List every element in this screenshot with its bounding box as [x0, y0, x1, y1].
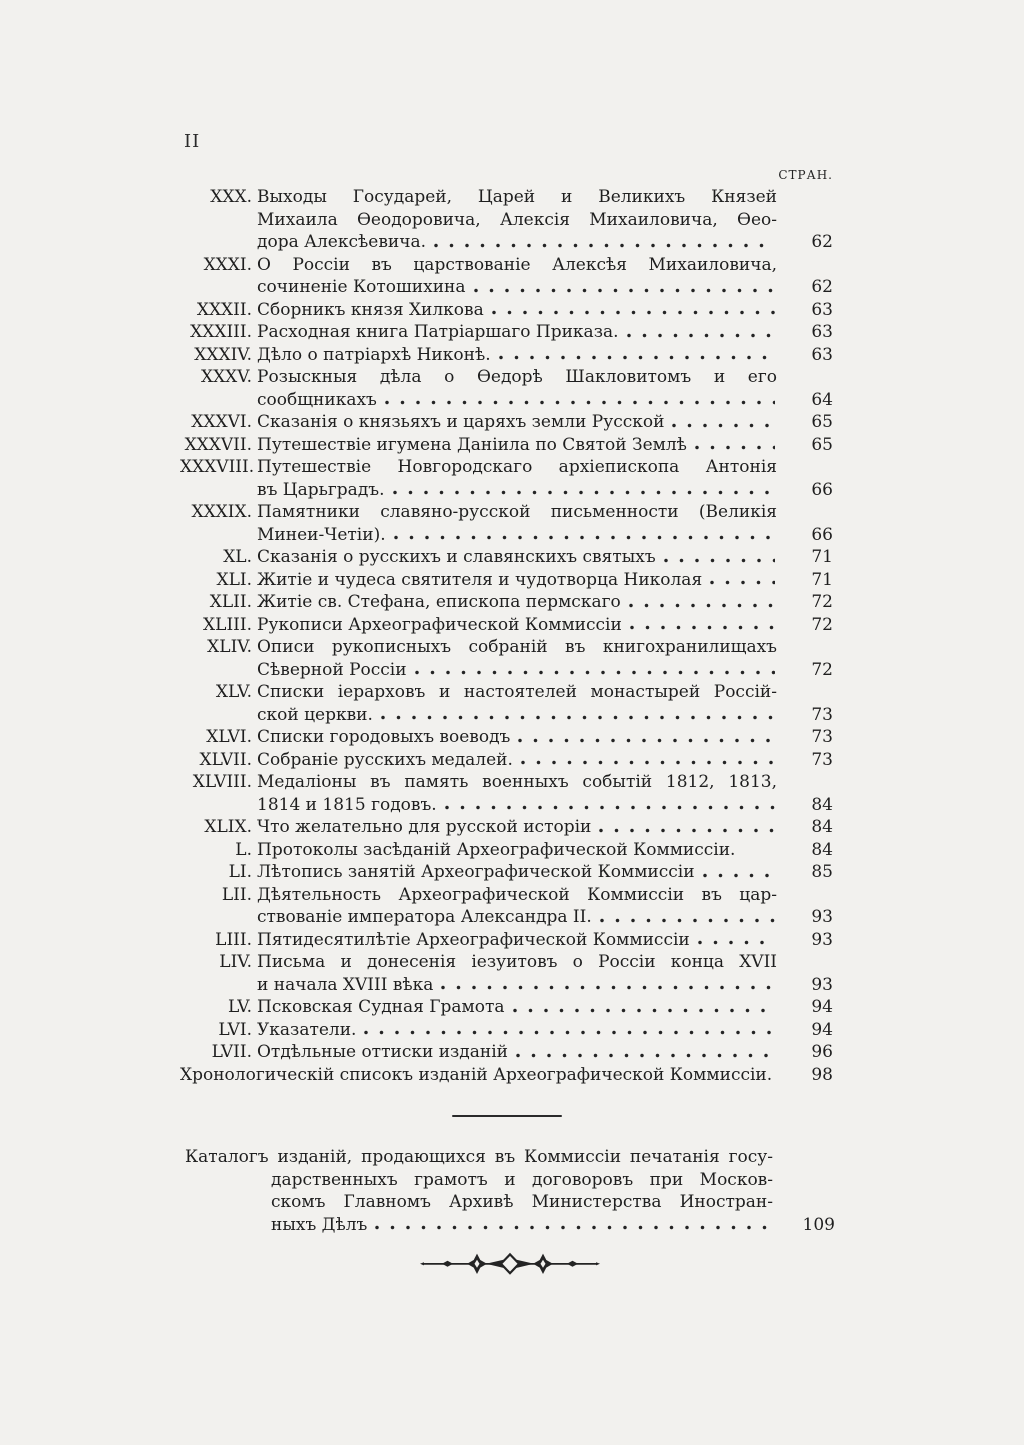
toc-entry — [180, 951, 833, 996]
dot-leader — [702, 871, 775, 880]
entry-line — [257, 389, 777, 412]
entry-numeral: LIII. — [215, 929, 252, 950]
entry-line — [257, 524, 777, 547]
entry-line — [257, 411, 777, 434]
dot-leader — [599, 916, 775, 925]
entry-text — [252, 636, 777, 681]
entry-page-number: 62 — [811, 232, 833, 252]
entry-text — [252, 839, 777, 862]
entry-line — [257, 1041, 777, 1064]
entry-line-text: Пятидесятилѣтіе Археографической Коммиссіи — [257, 929, 690, 950]
entry-line-text: Житіе св. Стефана, епископа пермскаго — [257, 592, 621, 612]
entry-page-number: 98 — [811, 1064, 833, 1085]
entry-line-text: Расходная книга Патріаршаго Приказа. — [257, 322, 619, 342]
entry-text — [252, 726, 777, 749]
entry-page-number: 63 — [811, 322, 833, 342]
entry-line: Выходы Государей, Царей и Великихъ Князей — [257, 187, 777, 207]
entry-text — [252, 951, 777, 996]
entry-page-number: 62 — [811, 277, 833, 297]
entry-line — [180, 1064, 777, 1087]
entry-page-number: 73 — [811, 704, 833, 725]
toc-entry — [180, 434, 833, 457]
toc-entry — [180, 344, 833, 367]
entry-line-text: дора Алексѣевича. — [257, 232, 426, 252]
entry-numeral: XXXIII. — [190, 322, 252, 342]
dot-leader — [473, 286, 776, 295]
catalog-line — [185, 1214, 773, 1237]
entry-numeral: XXXIV. — [194, 344, 252, 365]
entry-line — [257, 591, 777, 614]
tailpiece-ornament-icon — [420, 1251, 600, 1277]
toc-entry — [180, 186, 833, 254]
entry-numeral: LV. — [228, 997, 252, 1017]
entry-line-text: Сборникъ князя Хилкова — [257, 299, 484, 320]
entry-line — [257, 974, 777, 997]
toc-entry — [180, 884, 833, 929]
entry-page-number: 71 — [811, 569, 833, 590]
entry-line-text: Путешествіе игумена Даніила по Святой Землѣ — [257, 434, 687, 455]
catalog-line: скомъ Главномъ Архивѣ Министерства Иностран- — [271, 1192, 773, 1212]
entry-line — [257, 276, 777, 299]
toc-entry — [180, 411, 833, 434]
entry-line-text: Дѣло о патріархѣ Никонѣ. — [257, 344, 491, 365]
entry-line-text: и начала XVIII вѣка — [257, 974, 434, 995]
entry-text — [252, 996, 777, 1019]
entry-page-number: 84 — [811, 817, 833, 837]
entry-text — [252, 816, 777, 839]
catalog-line: дарственныхъ грамотъ и договоровъ при Москов- — [271, 1169, 773, 1190]
entry-line-text: Отдѣльные оттиски изданій — [257, 1042, 508, 1062]
entry-numeral: XXX. — [210, 187, 252, 207]
entry-page-number: 72 — [811, 614, 833, 635]
entry-line — [257, 794, 777, 817]
short-rule-divider — [452, 1115, 562, 1117]
entry-numeral: LIV. — [219, 952, 252, 972]
entry-line-text: 1814 и 1815 годовъ. — [257, 794, 437, 815]
entry-line — [257, 839, 777, 862]
entry-page-number: 63 — [811, 299, 833, 320]
entry-line-text: въ Царьградъ. — [257, 479, 385, 500]
toc-entry — [180, 636, 833, 681]
entry-text — [252, 929, 777, 952]
dot-leader — [380, 713, 775, 722]
entry-line — [257, 861, 777, 884]
entry-line-text: Минеи-Четіи). — [257, 524, 386, 545]
entry-line-text: Сказанія о русскихъ и славянскихъ святыхъ — [257, 547, 656, 567]
entry-numeral: LII. — [221, 884, 252, 905]
entry-line: Розыскныя дѣла о Ѳедорѣ Шакловитомъ и его — [257, 367, 777, 387]
entry-page-number: 71 — [811, 547, 833, 567]
dot-leader — [393, 533, 775, 542]
entry-text — [252, 546, 777, 569]
entry-numeral: XLIII. — [203, 614, 252, 635]
entry-numeral: XLI. — [216, 569, 252, 590]
entry-numeral: XLIV. — [207, 637, 252, 657]
entry-text — [252, 749, 777, 772]
entry-numeral: LI. — [228, 862, 252, 882]
toc-entry — [180, 771, 833, 816]
entry-numeral: XXXVIII. — [180, 457, 255, 477]
entry-page-number: 66 — [811, 524, 833, 545]
entry-line-text: Собраніе русскихъ медалей. — [257, 749, 513, 770]
entry-page-number: 64 — [811, 389, 833, 410]
entry-text — [252, 501, 777, 546]
entry-numeral: XLVII. — [199, 749, 252, 770]
entry-line: Списки іерарховъ и настоятелей монастырей Россій- — [257, 682, 777, 702]
entry-line: Путешествіе Новгородскаго архіепископа Антонія — [257, 457, 777, 477]
entry-line-text: ствованіе императора Александра II. — [257, 907, 592, 927]
entry-text — [252, 591, 777, 614]
entry-numeral: XLII. — [209, 592, 252, 612]
entry-line: Описи рукописныхъ собраній въ книгохранилищахъ — [257, 637, 777, 657]
entry-page-number: 73 — [811, 727, 833, 747]
entry-numeral: L. — [235, 839, 252, 860]
entry-page-number: 96 — [811, 1042, 833, 1062]
chronological-list-row — [180, 1064, 833, 1087]
entry-line — [257, 704, 777, 727]
entry-text — [252, 321, 777, 344]
dot-leader — [512, 1006, 775, 1015]
entry-line-text: Сказанія о князьяхъ и царяхъ земли Русской — [257, 412, 665, 432]
toc-entry — [180, 681, 833, 726]
entry-line — [257, 1019, 777, 1042]
entry-text — [252, 186, 777, 254]
entry-line — [257, 299, 777, 322]
entry-page-number: 93 — [811, 974, 833, 995]
dot-leader — [709, 578, 775, 587]
toc-entry — [180, 1041, 833, 1064]
entry-line — [257, 569, 777, 592]
entry-page-number: 63 — [811, 344, 833, 365]
entry-text — [252, 456, 777, 501]
entry-line — [257, 816, 777, 839]
toc-entry — [180, 321, 833, 344]
dot-leader — [498, 353, 775, 362]
toc-entry — [180, 1019, 833, 1042]
entry-line — [257, 996, 777, 1019]
entry-line-text: Указатели. — [257, 1019, 357, 1040]
dot-leader — [694, 443, 775, 452]
entry-text — [252, 434, 777, 457]
catalog-text — [185, 1146, 773, 1236]
toc-entry — [180, 569, 833, 592]
entry-numeral: XXXVI. — [191, 412, 252, 432]
entry-numeral: XLIX. — [204, 817, 252, 837]
toc-entry — [180, 501, 833, 546]
entry-line — [257, 546, 777, 569]
entry-text — [252, 254, 777, 299]
entry-line-text: Хронологическій списокъ изданій Археографической Коммиссіи. — [180, 1064, 773, 1085]
entry-line-text: Что желательно для русской исторіи — [257, 817, 592, 837]
dot-leader — [515, 1051, 775, 1060]
toc-entry — [180, 996, 833, 1019]
toc-entry — [180, 366, 833, 411]
entry-numeral: LVI. — [218, 1019, 252, 1040]
entry-text — [252, 366, 777, 411]
toc-entry — [180, 546, 833, 569]
entry-text — [252, 569, 777, 592]
catalog-page-number: 109 — [802, 1214, 835, 1235]
dot-leader — [363, 1028, 775, 1037]
toc-entry — [180, 726, 833, 749]
entry-line — [257, 659, 777, 682]
dot-leader — [491, 308, 775, 317]
dot-leader — [433, 241, 775, 250]
entry-line-text: сообщникахъ — [257, 389, 377, 410]
dot-leader — [440, 983, 775, 992]
entry-line: Памятники славяно-русской письменности (Великія — [257, 502, 777, 522]
entry-line-text: ской церкви. — [257, 704, 373, 725]
toc-entry — [180, 614, 833, 637]
dot-leader — [414, 668, 775, 677]
toc-entry — [180, 839, 833, 862]
entry-page-number: 84 — [811, 839, 833, 860]
entry-page-number: 93 — [811, 907, 833, 927]
entry-line-text: Рукописи Археографической Коммиссіи — [257, 614, 622, 635]
dot-leader — [374, 1223, 771, 1232]
entry-line — [257, 321, 777, 344]
entry-line-text: Сѣверной Россіи — [257, 659, 407, 680]
entry-line — [257, 614, 777, 637]
entry-text — [252, 771, 777, 816]
entry-line: Письма и донесенія іезуитовъ о Россіи конца XVII — [257, 952, 777, 972]
entry-page-number: 94 — [811, 1019, 833, 1040]
toc-entry — [180, 299, 833, 322]
tailpiece-ornament — [420, 1251, 600, 1281]
dot-leader — [626, 331, 775, 340]
catalog-line-text: ныхъ Дѣлъ — [271, 1214, 368, 1235]
entry-line-text: Списки городовыхъ воеводъ — [257, 727, 511, 747]
entry-line-text: Лѣтопись занятій Археографической Коммиссіи — [257, 862, 695, 882]
entry-line: Медаліоны въ память военныхъ событій 1812, 1813, — [257, 772, 777, 792]
entry-page-number: 65 — [811, 412, 833, 432]
dot-leader — [628, 601, 775, 610]
entry-numeral: XXXVII. — [184, 434, 252, 455]
entry-line — [257, 344, 777, 367]
entry-numeral: XXXI. — [203, 254, 252, 275]
pages-column-header: СТРАН. — [778, 168, 833, 182]
entry-line: О Россіи въ царствованіе Алексѣя Михаиловича, — [257, 254, 777, 275]
entry-line — [257, 726, 777, 749]
entry-text — [252, 344, 777, 367]
entry-numeral: XL. — [223, 547, 252, 567]
entry-text — [252, 681, 777, 726]
entry-page-number: 72 — [811, 659, 833, 680]
entry-line — [257, 479, 777, 502]
entry-line-text: Протоколы засѣданій Археографической Коммиссіи. — [257, 839, 736, 860]
entry-page-number: 73 — [811, 749, 833, 770]
dot-leader — [520, 758, 775, 767]
entry-line — [257, 929, 777, 952]
catalog-line: Каталогъ изданій, продающихся въ Коммиссіи печатанія госу- — [185, 1147, 773, 1167]
dot-leader — [697, 938, 775, 947]
entry-page-number: 93 — [811, 929, 833, 950]
entry-text — [252, 614, 777, 637]
entry-text — [252, 1041, 777, 1064]
toc-entry — [180, 861, 833, 884]
entry-line — [257, 434, 777, 457]
entry-numeral: XLV. — [215, 682, 252, 702]
entry-line: Михаила Ѳеодоровича, Алексія Михаиловича, Ѳео- — [257, 209, 777, 230]
entry-numeral: LVII. — [211, 1042, 252, 1062]
dot-leader — [742, 848, 775, 857]
dot-leader — [598, 826, 775, 835]
entry-numeral: XXXIX. — [191, 502, 252, 522]
entry-line — [257, 906, 777, 929]
catalog-paragraph — [185, 1146, 835, 1236]
dot-leader — [384, 398, 775, 407]
toc-entry — [180, 254, 833, 299]
entry-text — [252, 411, 777, 434]
entry-line — [257, 749, 777, 772]
entry-page-number: 65 — [811, 434, 833, 455]
toc-entries — [180, 186, 833, 1064]
table-of-contents — [180, 186, 833, 1086]
toc-entry — [180, 591, 833, 614]
toc-entry — [180, 456, 833, 501]
entry-page-number: 66 — [811, 479, 833, 500]
dot-leader — [663, 556, 775, 565]
entry-numeral: XLVIII. — [192, 772, 252, 792]
dot-leader — [392, 488, 776, 497]
entry-page-number: 94 — [811, 997, 833, 1017]
entry-line — [257, 231, 777, 254]
dot-leader — [671, 421, 775, 430]
entry-numeral: XXXV. — [200, 367, 252, 387]
toc-entry — [180, 816, 833, 839]
dot-leader — [444, 803, 775, 812]
entry-page-number: 84 — [811, 794, 833, 815]
entry-text — [180, 1064, 777, 1087]
entry-page-number: 72 — [811, 592, 833, 612]
entry-line: Дѣятельность Археографической Коммиссіи въ цар- — [257, 884, 777, 905]
entry-line-text: Псковская Судная Грамота — [257, 997, 505, 1017]
dot-leader — [517, 736, 775, 745]
entry-text — [252, 1019, 777, 1042]
entry-line-text: сочиненіе Котошихина — [257, 277, 466, 297]
entry-line-text: Житіе и чудеса святителя и чудотворца Николая — [257, 569, 703, 590]
toc-entry — [180, 929, 833, 952]
entry-text — [252, 884, 777, 929]
entry-numeral: XLVI. — [206, 727, 252, 747]
entry-text — [252, 861, 777, 884]
entry-numeral: XXXII. — [196, 299, 252, 320]
dot-leader — [629, 623, 775, 632]
toc-entry — [180, 749, 833, 772]
entry-page-number: 85 — [811, 862, 833, 882]
page-folio: II — [184, 131, 201, 152]
entry-text — [252, 299, 777, 322]
